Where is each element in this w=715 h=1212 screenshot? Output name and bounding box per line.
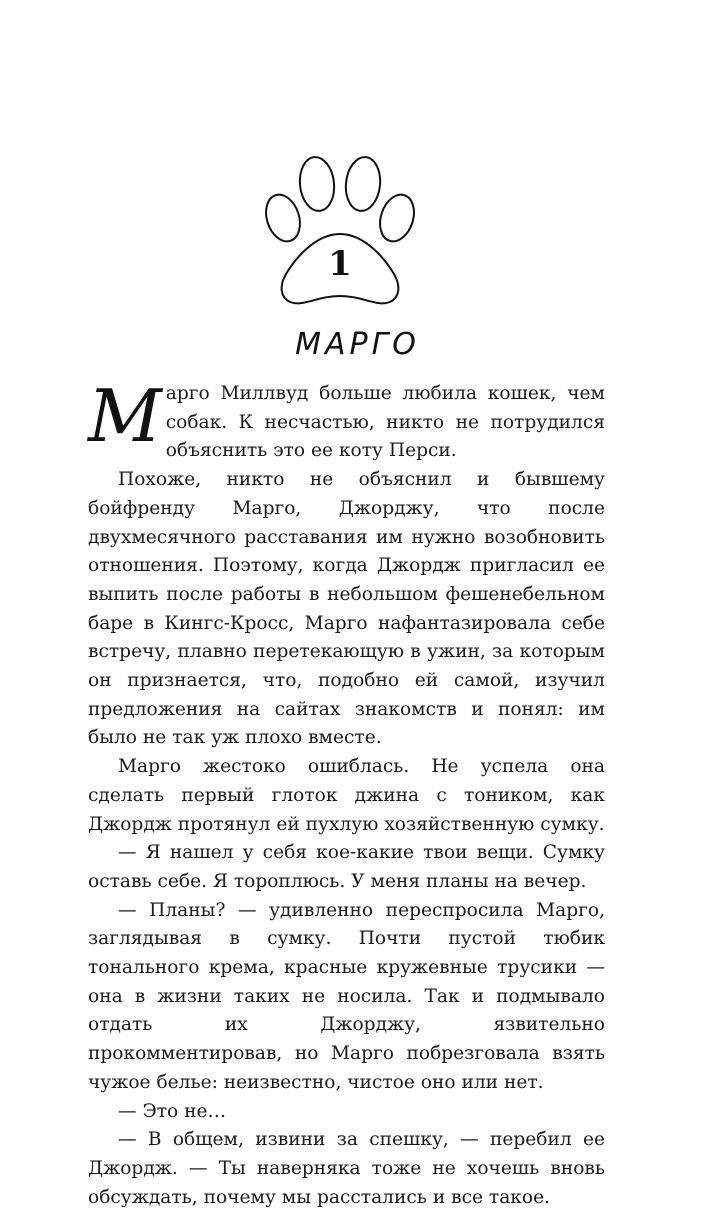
paragraph-3: Марго жестоко ошиблась. Не успела она сделать первый глоток джина с тоником, как Джордж протянул ей пухлую хозяйственную сумку. (88, 756, 605, 835)
drop-cap: М (88, 374, 162, 458)
paw-toe-right (374, 190, 418, 246)
paragraph-4: — Я нашел у себя кое-какие твои вещи. Сумку оставь себе. Я тороплюсь. У меня планы на вечер. (88, 842, 605, 892)
paragraph-6: — Это не… (118, 1100, 227, 1122)
paw-toe-left (262, 190, 306, 246)
paragraph-7: — В общем, извини за спешку, — перебил ее Джордж. — Ты наверняка тоже не хочешь вновь обсуждать, почему мы расстались и все такое. (88, 1129, 605, 1208)
body-text (88, 374, 605, 1212)
paragraph-5: — Планы? — удивленно переспросила Марго, заглядывая в сумку. Почти пустой тюбик тонального крема, красные кружевные трусики — она в жизни таких не носила. Так и подмывало отдать их Джорджу, язвительно прокомментировав, но Марго побрезговала взять чужое белье: неизвестно, чистое оно или нет. (88, 899, 605, 1093)
paw-print-icon (262, 150, 418, 310)
paragraph-2: Похоже, никто не объяснил и бывшему бойфренду Марго, Джорджу, что после двухмесячного расставания им нужно возобновить отношения. Поэтому, когда Джордж пригласил ее выпить после работы в небольшом фешенебельном баре в Кингс-Кросс, Марго нафантазировала себе встречу, плавно перетекающую в ужин, за которым он признается, что, подобно ей самой, изучил предложения на сайтах знакомств и понял: им было не так уж плохо вместе. (88, 469, 605, 749)
chapter-title: МАРГО (295, 327, 420, 362)
paw-toe-mid-left (297, 155, 336, 212)
chapter-number: 1 (328, 244, 352, 284)
paw-toe-mid-right (343, 155, 382, 212)
paragraph-1: Марго Миллвуд больше любила кошек, чем собак. К несчастью, никто не потрудился объяснить это ее коту Перси. (88, 374, 605, 462)
